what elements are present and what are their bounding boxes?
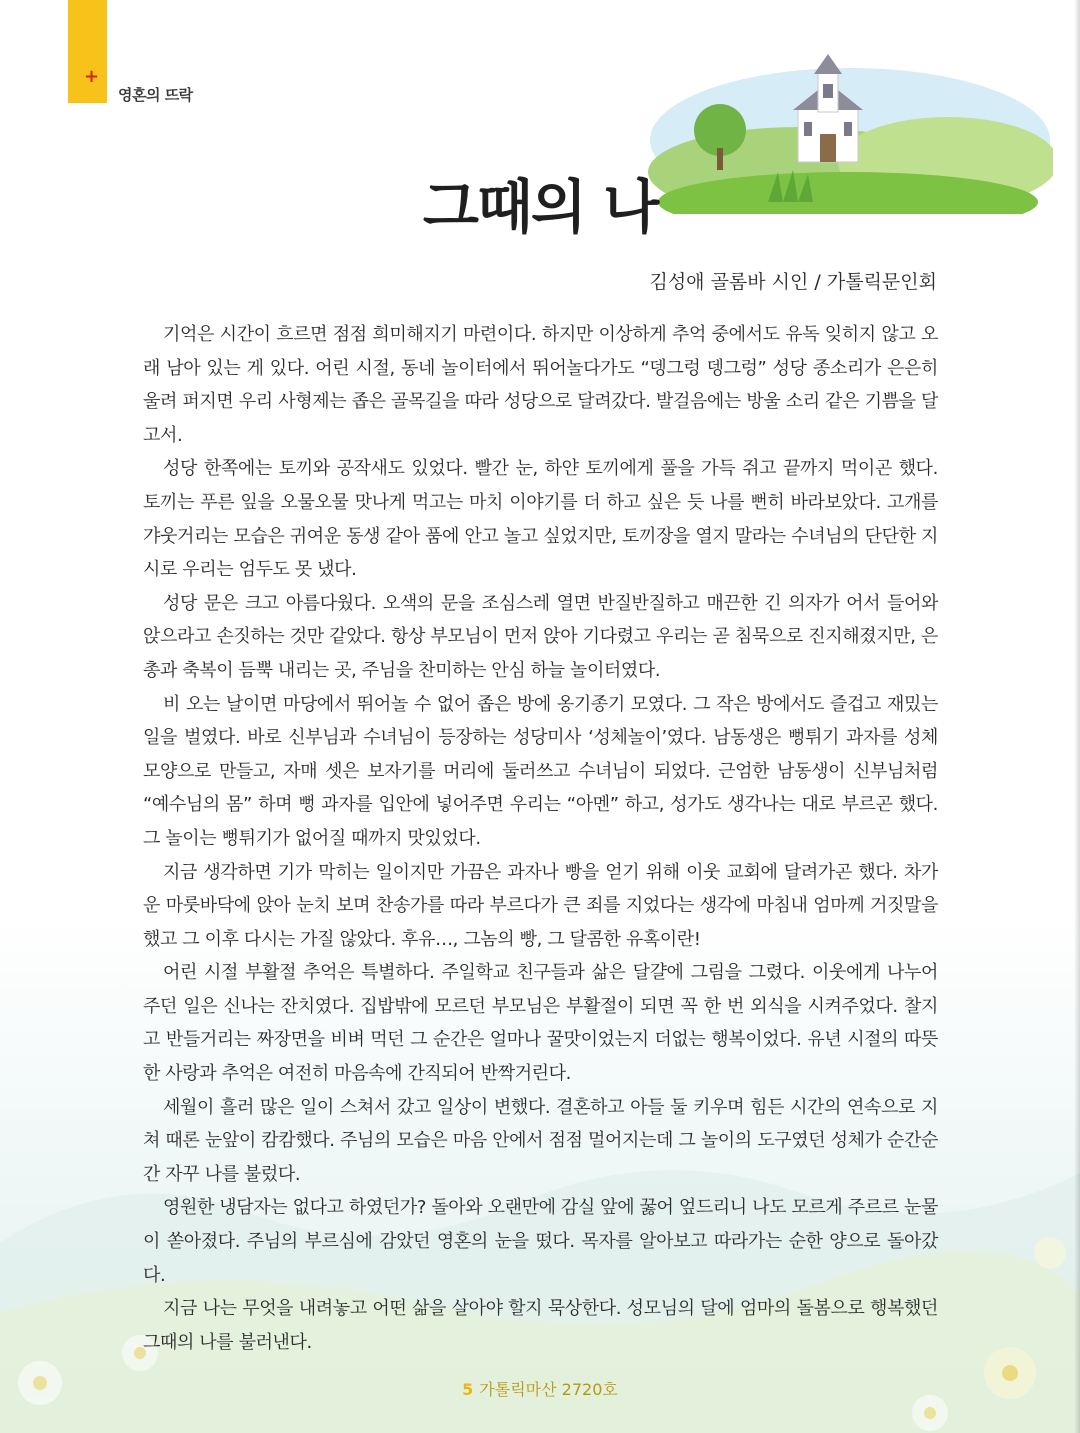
article-title: 그때의 나 xyxy=(422,173,658,241)
page-number: 5 xyxy=(462,1380,474,1399)
article-paragraph: 성당 문은 크고 아름다웠다. 오색의 문을 조심스레 열면 반질반질하고 매끈한 긴 의자가 어서 들어와 앉으라고 손짓하는 것만 같았다. 항상 부모님이 먼저 앉아 기다렸고 우리는 곧 침묵으로 진지해졌지만, 은총과 축복이 듬뿍 내리는 곳, 주님을 찬미하는 안심 하늘 놀이터였다. xyxy=(143,592,938,681)
article-paragraph: 비 오는 날이면 마당에서 뛰어놀 수 없어 좁은 방에 옹기종기 모였다. 그 작은 방에서도 즐겁고 재밌는 일을 벌였다. 바로 신부님과 수녀님이 등장하는 성당미사 ‘성체놀이’였다. 남동생은 뻥튀기 과자를 성체 모양으로 만들고, 자매 셋은 보자기를 머리에 둘러쓰고 수녀님이 되었다. 근엄한 남동생이 신부님처럼 “예수님의 몸” 하며 뻥 과자를 입안에 넣어주면 우리는 “아멘” 하고, 성가도 생각나는 대로 부르곤 했다. 그 놀이는 뻥튀기가 없어질 때까지 맛있었다. xyxy=(143,693,938,849)
author-byline: 김성애 골롬바 시인 / 가톨릭문인회 xyxy=(649,271,937,293)
article-paragraph: 지금 생각하면 기가 막히는 일이지만 가끔은 과자나 빵을 얻기 위해 이웃 교회에 달려가곤 했다. 차가운 마룻바닥에 앉아 눈치 보며 찬송가를 따라 부르다가 큰 죄를 지었다는 생각에 마침내 엄마께 거짓말을 했고 그 이후 다시는 가질 않았다. 후유…, 그놈의 빵, 그 달콤한 유혹이란! xyxy=(143,861,938,950)
cross-icon: + xyxy=(84,66,100,87)
page-footer xyxy=(0,1377,1080,1400)
article-body xyxy=(143,318,938,1359)
article-paragraph: 성당 한쪽에는 토끼와 공작새도 있었다. 빨간 눈, 하얀 토끼에게 풀을 가득 쥐고 끝까지 먹이곤 했다. 토끼는 푸른 잎을 오물오물 맛나게 먹고는 마치 이야기를 더 하고 싶은 듯 나를 뻔히 바라보았다. 고개를 갸웃거리는 모습은 귀여운 동생 같아 품에 안고 놀고 싶었지만, 토끼장을 열지 말라는 수녀님의 단단한 지시로 우리는 엄두도 못 냈다. xyxy=(143,458,938,581)
article-paragraph: 지금 나는 무엇을 내려놓고 어떤 삶을 살아야 할지 묵상한다. 성모님의 달에 엄마의 돌봄으로 행복했던 그때의 나를 불러낸다. xyxy=(143,1298,938,1353)
section-tab xyxy=(68,0,107,103)
article-paragraph: 기억은 시간이 흐르면 점점 희미해지기 마련이다. 하지만 이상하게 추억 중에서도 유독 잊히지 않고 오래 남아 있는 게 있다. 어린 시절, 동네 놀이터에서 뛰어놀다가도 “뎅그렁 뎅그렁” 성당 종소리가 은은히 울려 퍼지면 우리 사형제는 좁은 골목길을 따라 성당으로 달려갔다. 발걸음에는 방울 소리 같은 기쁨을 달고서. xyxy=(143,324,938,446)
article-paragraph: 어린 시절 부활절 추억은 특별하다. 주일학교 친구들과 삶은 달걀에 그림을 그렸다. 이웃에게 나누어 주던 일은 신나는 잔치였다. 집밥밖에 모르던 부모님은 부활절이 되면 꼭 한 번 외식을 시켜주었다. 찰지고 반들거리는 짜장면을 비벼 먹던 그 순간은 얼마나 꿀맛이었는지 더없는 행복이었다. 유년 시절의 따뜻한 사랑과 추억은 여전히 마음속에 간직되어 반짝거린다. xyxy=(143,962,938,1085)
publication-issue: 가톨릭마산 2720호 xyxy=(479,1380,618,1399)
article-paragraph: 세월이 흘러 많은 일이 스쳐서 갔고 일상이 변했다. 결혼하고 아들 둘 키우며 힘든 시간의 연속으로 지쳐 때론 눈앞이 캄캄했다. 주님의 모습은 마음 안에서 점점 멀어지는데 그 놀이의 도구였던 성체가 순간순간 자꾸 나를 불렀다. xyxy=(143,1096,938,1185)
section-label: 영혼의 뜨락 xyxy=(118,86,193,104)
article-paragraph: 영원한 냉담자는 없다고 하였던가? 돌아와 오랜만에 감실 앞에 꿇어 엎드리니 나도 모르게 주르르 눈물이 쏟아졌다. 주님의 부르심에 감았던 영혼의 눈을 떴다. 목자를 알아보고 따라가는 순한 양으로 돌아갔다. xyxy=(143,1197,938,1286)
